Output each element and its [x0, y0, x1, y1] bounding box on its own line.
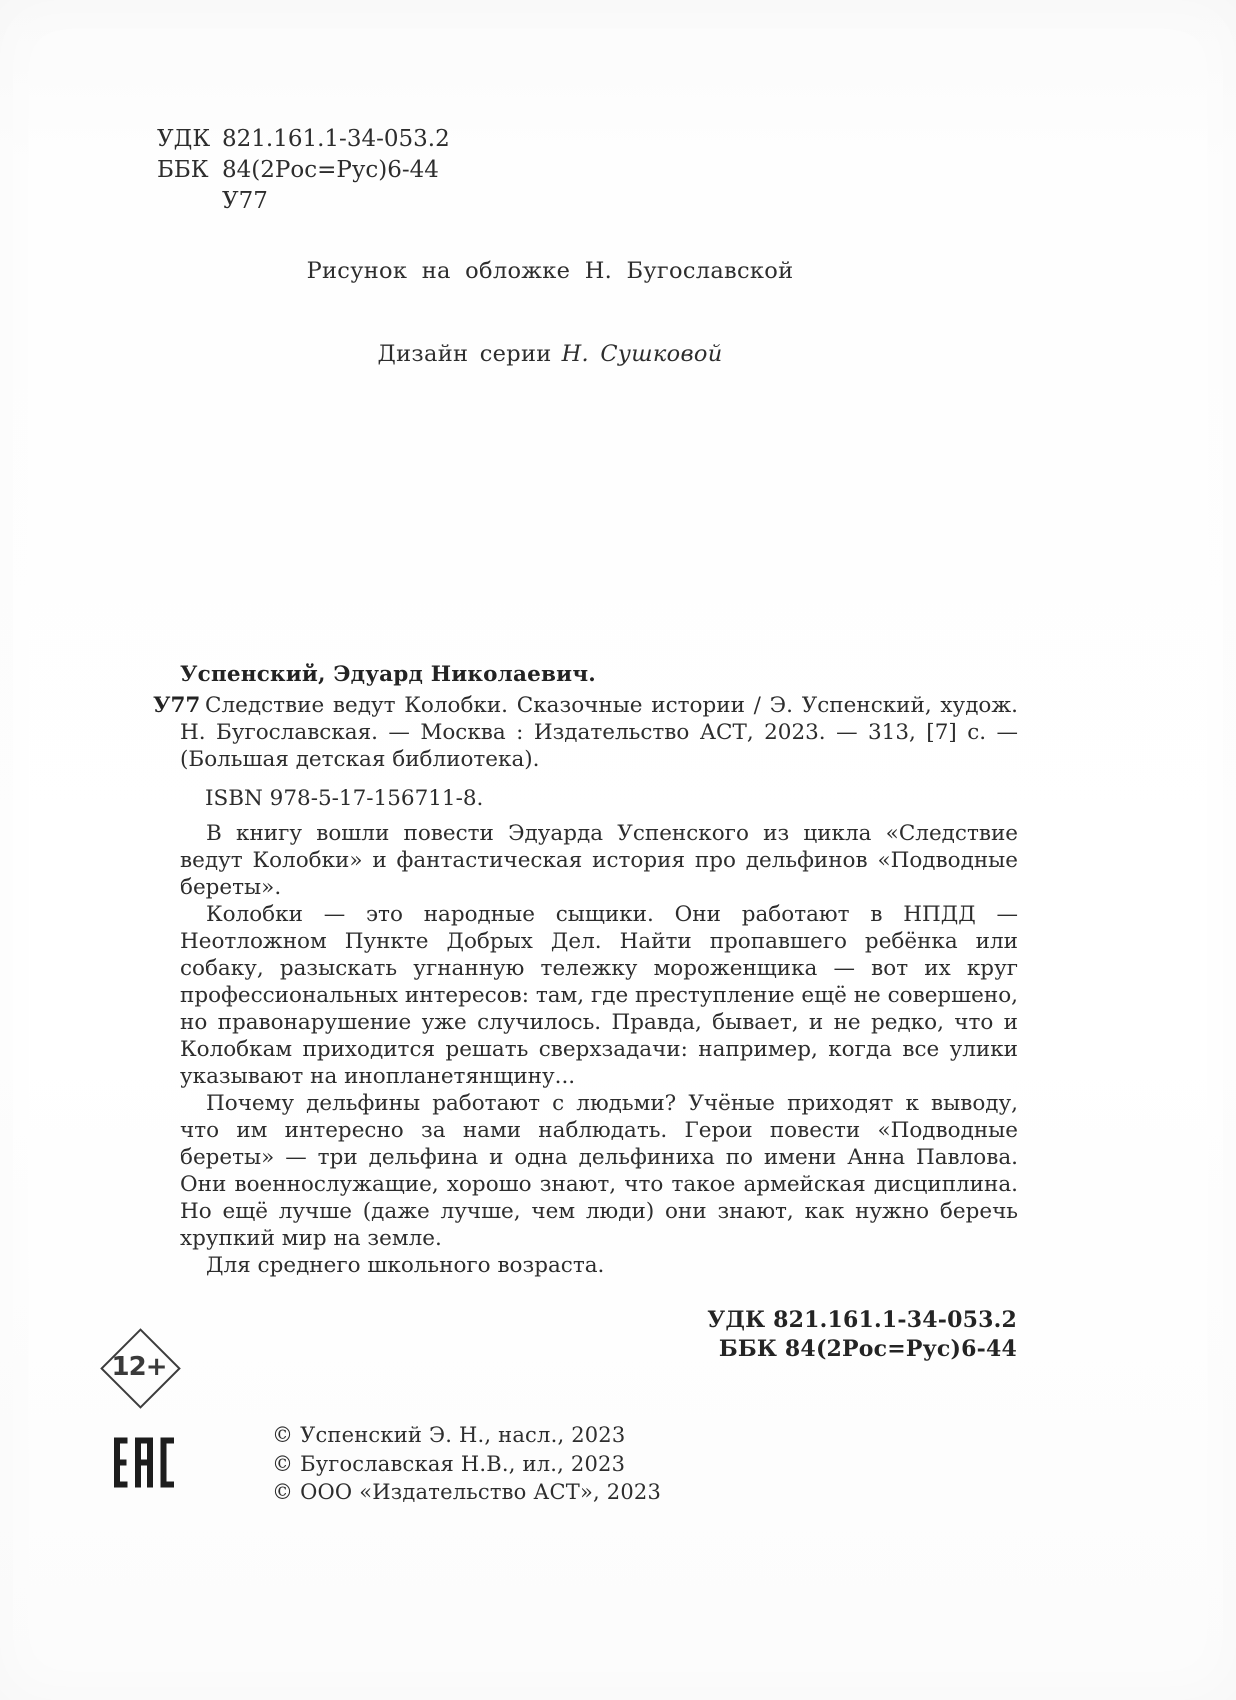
bbk-value: 84(2Рос=Рус)6-44: [222, 157, 439, 183]
cover-artist-credit: Рисунок на обложке Н. Бугославской: [306, 258, 794, 284]
annotation-paragraph-2: Колобки — это народные сыщики. Они работают в НПДД — Неотложном Пункте Добрых Дел. Найти пропавшего ребёнка или собаку, разыскать угнанную тележку мороженщика — вот их круг профессиональных интересов: там, где преступление ещё не совершено, но правонарушение уже случилось. Правда, бывает, и не редко, что и Колобкам приходится решать сверхзадачи: например, когда все улики указывают на инопланетянщину...: [180, 902, 1018, 1089]
catalog-card: [153, 661, 1018, 812]
author-mark-top: У77: [222, 188, 268, 214]
series-design-label: Дизайн серии: [377, 341, 552, 367]
copyright-block: [272, 1421, 661, 1507]
udk-row: [157, 124, 450, 155]
isbn: ISBN 978-5-17-156711-8.: [205, 786, 484, 811]
eac-conformity-mark-icon: [114, 1427, 174, 1498]
copyright-line-author: © Успенский Э. Н., насл., 2023: [272, 1423, 626, 1447]
author-mark-row: [157, 186, 450, 217]
bbk-label: ББК: [157, 157, 209, 183]
udk-value: 821.161.1-34-053.2: [222, 126, 450, 152]
age-rating-text: 12+: [111, 1352, 167, 1382]
age-audience-note: Для среднего школьного возраста.: [206, 1253, 605, 1278]
series-designer-name: Н. Сушковой: [561, 341, 723, 367]
copyright-line-publisher: © ООО «Издательство АСТ», 2023: [272, 1480, 662, 1504]
copyright-line-illustrator: © Бугославская Н.В., ил., 2023: [272, 1451, 626, 1476]
age-rating-badge: [100, 1329, 178, 1405]
annotation-block: [180, 820, 1018, 1279]
bbk-row: [157, 155, 450, 186]
series-design-credit: [0, 341, 1100, 367]
bottom-classification-codes: [617, 1306, 1017, 1363]
author-heading: Успенский, Эдуард Николаевич.: [180, 662, 596, 687]
udk-label: УДК: [157, 126, 211, 152]
udk-bottom: УДК 821.161.1-34-053.2: [707, 1307, 1017, 1333]
bibliographic-entry: Следствие ведут Колобки. Сказочные истории / Э. Успенский, худож. Н. Бугославская. — Москва : Издательство АСТ, 2023. — 313, [7] с. — (Большая детская библиотека).: [180, 693, 1018, 772]
annotation-paragraph-3: Почему дельфины работают с людьми? Учёные приходят к выводу, что им интересно за нами наблюдать. Герои повести «Подводные береты» — три дельфина и одна дельфиниха по имени Анна Павлова. Они военнослужащие, хорошо знают, что такое армейская дисциплина. Но ещё лучше (даже лучше, чем люди) они знают, как нужно беречь хрупкий мир на земле.: [180, 1091, 1018, 1251]
bbk-bottom: ББК 84(2Рос=Рус)6-44: [718, 1335, 1017, 1362]
annotation-paragraph-1: В книгу вошли повести Эдуарда Успенского из цикла «Следствие ведут Колобки» и фантастическая история про дельфинов «Подводные береты».: [180, 821, 1018, 900]
author-mark: У77: [153, 693, 201, 718]
top-classification-codes: [157, 124, 450, 217]
catalog-entry-block: [153, 692, 1018, 773]
